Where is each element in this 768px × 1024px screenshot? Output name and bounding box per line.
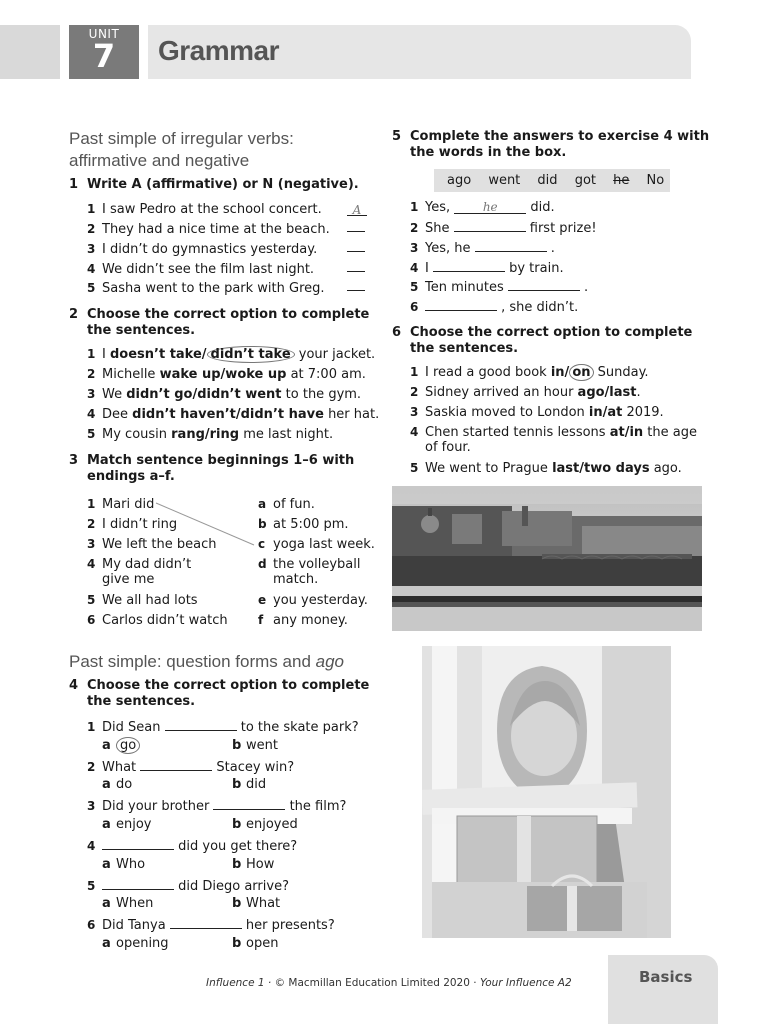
- item-text: Stacey win?: [212, 760, 295, 775]
- item-text: did.: [526, 200, 555, 215]
- item-letter: f: [258, 613, 264, 627]
- option-letter: a: [102, 896, 111, 911]
- option-text: Who: [116, 857, 146, 872]
- option-text: enjoy: [116, 817, 152, 832]
- item-number: 5: [410, 461, 419, 475]
- item-text: Yes,: [425, 200, 455, 215]
- item-text: Chen started tennis lessons: [425, 425, 610, 440]
- option-letter: b: [232, 857, 242, 872]
- item-text: They had a nice time at the beach.: [102, 222, 330, 237]
- item-text: yoga last week.: [273, 537, 375, 552]
- footer-text: Your Influence A2: [479, 977, 572, 989]
- option-a[interactable]: [102, 817, 152, 833]
- answer-field[interactable]: [347, 219, 365, 232]
- item-text: match.: [273, 572, 319, 587]
- list-item: [87, 241, 317, 258]
- item-text: I didn’t ring: [102, 517, 178, 532]
- item-number: 1: [87, 202, 96, 216]
- item-text: her presents?: [241, 918, 335, 933]
- item-number: 2: [87, 222, 96, 236]
- item-number: 1: [87, 720, 96, 734]
- option-letter: b: [232, 817, 242, 832]
- item-text: I didn’t do gymnastics yesterday.: [102, 242, 318, 257]
- item-text: I read a good book: [425, 365, 551, 380]
- item-text: Did Tanya: [102, 918, 170, 933]
- option-text[interactable]: rang/ring: [171, 427, 240, 442]
- option-text: do: [116, 777, 133, 792]
- list-item: [87, 406, 379, 423]
- option-letter: b: [232, 777, 242, 792]
- item-letter: a: [258, 497, 267, 511]
- word-box-item: did: [537, 173, 558, 188]
- item-text: give me: [102, 572, 155, 587]
- list-item: [87, 366, 366, 383]
- answer-field[interactable]: [347, 199, 367, 216]
- item-number: 5: [87, 427, 96, 441]
- item-text: I: [102, 347, 110, 362]
- item-number: 4: [87, 407, 96, 421]
- list-item: [410, 460, 682, 477]
- item-number: 6: [87, 613, 96, 627]
- blank-field[interactable]: [165, 718, 237, 731]
- item-number: 3: [410, 241, 419, 255]
- option-text: What: [246, 896, 281, 911]
- item-number: 5: [410, 280, 419, 294]
- list-item: [87, 426, 333, 443]
- list-item: [87, 758, 294, 776]
- blank-field[interactable]: [454, 219, 526, 232]
- item-text: first prize!: [525, 221, 597, 236]
- exercise-5-instruction: [392, 129, 709, 161]
- exercise-number: 1: [69, 177, 79, 192]
- basics-tab-label: Basics: [639, 968, 693, 986]
- list-item: [87, 221, 330, 238]
- option-a[interactable]: [102, 857, 145, 873]
- list-item: [258, 496, 315, 513]
- handwritten-answer: he: [482, 200, 498, 214]
- instruction-line: the sentences.: [87, 694, 196, 709]
- item-text: Michelle: [102, 367, 160, 382]
- page-title: Grammar: [158, 35, 280, 66]
- item-text: Yes, he: [425, 241, 475, 256]
- item-text: We went to Prague: [425, 461, 553, 476]
- list-item: [87, 837, 297, 855]
- instruction-text: [87, 453, 354, 485]
- list-item: [87, 280, 325, 297]
- instruction-text: Write A (affirmative) or N (negative).: [87, 177, 359, 192]
- answer-field[interactable]: [347, 239, 365, 252]
- circled-option: go: [116, 737, 140, 754]
- option-letter: a: [102, 777, 111, 792]
- header-left-block: [0, 25, 60, 79]
- exercise-number: 4: [69, 678, 79, 693]
- item-text: at 5:00 pm.: [273, 517, 349, 532]
- word-box-item-used: he: [613, 173, 630, 188]
- item-number: 3: [87, 242, 96, 256]
- word-box-item: No: [646, 173, 665, 188]
- item-text: My cousin: [102, 427, 172, 442]
- item-number: 4: [410, 425, 419, 439]
- item-text: We all had lots: [102, 593, 198, 608]
- item-text: My dad didn’t: [102, 557, 192, 572]
- item-text: Sunday.: [593, 365, 649, 380]
- title-bar: [148, 25, 691, 79]
- item-text: did you get there?: [174, 839, 298, 854]
- item-number: 5: [87, 593, 96, 607]
- list-item: [87, 386, 361, 403]
- item-text: the volleyball: [273, 557, 361, 572]
- option-b[interactable]: [232, 817, 298, 833]
- option-letter: a: [102, 738, 111, 753]
- item-number: 1: [87, 347, 96, 361]
- section-title-line: Past simple of irregular verbs:: [69, 129, 294, 148]
- item-text: ago.: [649, 461, 682, 476]
- option-letter: a: [102, 857, 111, 872]
- item-text: Did your brother: [102, 799, 214, 814]
- list-item: [87, 797, 346, 815]
- footer-text: Influence 1 ·: [206, 977, 275, 989]
- answer-field[interactable]: [347, 278, 365, 291]
- option-text: enjoyed: [246, 817, 298, 832]
- section-title-text: Past simple: question forms and: [69, 652, 316, 671]
- section-title-question-forms: [69, 651, 344, 673]
- option-text[interactable]: didn’t haven’t/didn’t have: [132, 407, 324, 422]
- item-number: 2: [87, 517, 96, 531]
- circled-option[interactable]: on: [569, 364, 593, 381]
- basics-tab[interactable]: [608, 955, 718, 1024]
- option-a[interactable]: [102, 936, 169, 952]
- option-text: How: [246, 857, 275, 872]
- option-letter: b: [232, 896, 242, 911]
- option-letter: b: [232, 738, 242, 753]
- item-text: at 7:00 am.: [286, 367, 366, 382]
- item-letter: c: [258, 537, 266, 551]
- item-text: Sidney arrived an hour: [425, 385, 578, 400]
- list-item: [258, 556, 360, 573]
- option-text[interactable]: ago/last: [577, 385, 637, 400]
- blank-field[interactable]: [454, 199, 526, 214]
- unit-badge: [69, 25, 139, 79]
- item-text: did Diego arrive?: [174, 879, 289, 894]
- item-text: Ten minutes: [425, 280, 508, 295]
- exercise-number: 2: [69, 307, 79, 322]
- option-text: went: [246, 738, 278, 753]
- list-item: [87, 592, 198, 609]
- item-text: of fun.: [273, 497, 315, 512]
- instruction-line: the sentences.: [410, 341, 519, 356]
- list-item: [87, 496, 154, 513]
- item-text: to the gym.: [281, 387, 362, 402]
- blank-field[interactable]: [213, 797, 285, 810]
- option-text[interactable]: doesn’t take/: [109, 347, 207, 362]
- list-item: [258, 516, 349, 533]
- instruction-line: the sentences.: [87, 323, 196, 338]
- list-item: [410, 278, 588, 296]
- option-text[interactable]: in/at: [588, 405, 623, 420]
- blank-field[interactable]: [170, 916, 242, 929]
- item-text: by train.: [504, 261, 564, 276]
- exercise-1-instruction: [69, 177, 359, 193]
- item-text: Mari did: [102, 497, 155, 512]
- item-text: the film?: [285, 799, 347, 814]
- instruction-line: Match sentence beginnings 1–6 with: [87, 453, 355, 468]
- option-a[interactable]: [102, 896, 153, 912]
- item-text: you yesterday.: [273, 593, 368, 608]
- item-letter: e: [258, 593, 267, 607]
- item-text: .: [636, 385, 641, 400]
- item-letter: b: [258, 517, 267, 531]
- instruction-line: the words in the box.: [410, 145, 567, 160]
- item-letter: d: [258, 557, 267, 571]
- item-number: 4: [87, 262, 96, 276]
- list-item: [410, 239, 555, 257]
- instruction-text: [410, 129, 709, 161]
- word-box-item: went: [488, 173, 521, 188]
- section-title-italic: ago: [315, 652, 344, 671]
- word-box-item: ago: [447, 173, 472, 188]
- option-text: When: [116, 896, 154, 911]
- option-letter: b: [232, 936, 242, 951]
- blank-field[interactable]: [475, 239, 547, 252]
- item-text: I saw Pedro at the school concert.: [102, 202, 322, 217]
- item-text: .: [546, 241, 555, 256]
- list-item: [87, 346, 375, 363]
- instruction-text: [410, 325, 692, 357]
- list-item: [410, 424, 697, 441]
- instruction-line: Complete the answers to exercise 4 with: [410, 129, 710, 144]
- option-text: did: [246, 777, 267, 792]
- item-number: 4: [87, 557, 96, 571]
- circled-option[interactable]: didn’t take: [207, 346, 295, 363]
- exercise-number: 5: [392, 129, 402, 144]
- item-number: 4: [87, 839, 96, 853]
- item-number: 2: [410, 385, 419, 399]
- item-number: 2: [87, 760, 96, 774]
- list-item: [410, 259, 564, 277]
- item-text: 2019.: [622, 405, 664, 420]
- list-item: [87, 536, 216, 553]
- option-b[interactable]: [232, 936, 278, 952]
- list-item: [410, 384, 641, 401]
- blank-field[interactable]: [102, 877, 174, 890]
- handwritten-answer: A: [352, 203, 362, 217]
- unit-label: UNIT: [88, 27, 120, 41]
- item-text: to the skate park?: [236, 720, 359, 735]
- option-letter: a: [102, 817, 111, 832]
- option-text: open: [246, 936, 279, 951]
- option-text[interactable]: wake up/woke up: [159, 367, 287, 382]
- exercise-3-instruction: [69, 453, 354, 485]
- list-item: [87, 718, 359, 736]
- option-b[interactable]: [232, 738, 278, 754]
- item-text: Dee: [102, 407, 133, 422]
- item-text: me last night.: [239, 427, 334, 442]
- item-text: We didn’t see the film last night.: [102, 262, 315, 277]
- item-number: 1: [410, 200, 419, 214]
- footer-copyright: [206, 977, 572, 989]
- option-b[interactable]: [232, 896, 280, 912]
- word-box: [434, 169, 670, 192]
- list-item: [87, 261, 314, 278]
- section-title-irregular: [69, 128, 294, 172]
- item-number: 5: [87, 281, 96, 295]
- item-text: Carlos didn’t watch: [102, 613, 228, 628]
- item-text: of four.: [425, 440, 471, 455]
- item-number: 3: [87, 799, 96, 813]
- list-item: [410, 219, 597, 237]
- option-text[interactable]: at/in: [609, 425, 644, 440]
- list-item: [87, 877, 289, 895]
- item-number: 2: [87, 367, 96, 381]
- list-item: [87, 916, 335, 934]
- list-item: [258, 536, 375, 553]
- option-b[interactable]: [232, 777, 266, 793]
- item-text: Did Sean: [102, 720, 165, 735]
- unit-number: 7: [92, 37, 116, 75]
- option-text[interactable]: didn’t go/didn’t went: [126, 387, 282, 402]
- item-number: 5: [87, 879, 96, 893]
- blank-field[interactable]: [508, 278, 580, 291]
- list-item: [410, 199, 555, 216]
- option-letter: a: [102, 936, 111, 951]
- item-text: I: [425, 261, 433, 276]
- word-box-item: got: [574, 173, 596, 188]
- item-number: 2: [410, 221, 419, 235]
- item-number: 3: [410, 405, 419, 419]
- answer-field[interactable]: [347, 259, 365, 272]
- list-item: [410, 364, 649, 381]
- item-text: She: [425, 221, 454, 236]
- instruction-line: Choose the correct option to complete: [410, 325, 693, 340]
- exercise-2-instruction: [69, 307, 369, 339]
- item-number: 3: [87, 537, 96, 551]
- list-item: [87, 201, 322, 218]
- option-text: opening: [116, 936, 169, 951]
- list-item: [258, 612, 348, 629]
- item-text: Sasha went to the park with Greg.: [102, 281, 325, 296]
- item-text: the age: [643, 425, 697, 440]
- item-number: 6: [87, 918, 96, 932]
- exercise-6-instruction: [392, 325, 692, 357]
- item-number: 6: [410, 300, 419, 314]
- instruction-text: [87, 307, 369, 339]
- blank-field[interactable]: [140, 758, 212, 771]
- instruction-line: Choose the correct option to complete: [87, 307, 370, 322]
- blank-field[interactable]: [433, 259, 505, 272]
- blank-field[interactable]: [102, 837, 174, 850]
- item-text: We: [102, 387, 127, 402]
- exercise-number: 3: [69, 453, 79, 468]
- item-text: Saskia moved to London: [425, 405, 589, 420]
- option-text[interactable]: in/: [550, 365, 570, 380]
- list-item: [87, 612, 228, 629]
- item-text: , she didn’t.: [497, 300, 579, 315]
- instruction-text: [87, 678, 369, 710]
- prague-photo: [392, 486, 702, 631]
- list-item: [87, 556, 191, 573]
- option-text[interactable]: last/two days: [552, 461, 650, 476]
- item-text: What: [102, 760, 141, 775]
- item-text: any money.: [273, 613, 348, 628]
- item-number: 1: [410, 365, 419, 379]
- list-item: [410, 404, 664, 421]
- instruction-line: endings a–f.: [87, 469, 175, 484]
- item-number: 4: [410, 261, 419, 275]
- footer-text: © Macmillan Education Limited 2020 ·: [274, 977, 480, 989]
- item-text: We left the beach: [102, 537, 217, 552]
- option-b[interactable]: [232, 857, 274, 873]
- option-a[interactable]: [102, 777, 132, 793]
- list-item: [87, 516, 177, 533]
- list-item: [410, 298, 578, 316]
- item-text: your jacket.: [294, 347, 376, 362]
- girl-presents-photo: [422, 646, 671, 938]
- blank-field[interactable]: [425, 298, 497, 311]
- instruction-line: Choose the correct option to complete: [87, 678, 370, 693]
- list-item: [258, 592, 368, 609]
- item-number: 1: [87, 497, 96, 511]
- option-a[interactable]: [102, 738, 140, 754]
- item-number: 3: [87, 387, 96, 401]
- item-text: her hat.: [323, 407, 380, 422]
- section-title-line: affirmative and negative: [69, 151, 250, 170]
- exercise-number: 6: [392, 325, 402, 340]
- exercise-4-instruction: [69, 678, 369, 710]
- item-text: .: [579, 280, 589, 295]
